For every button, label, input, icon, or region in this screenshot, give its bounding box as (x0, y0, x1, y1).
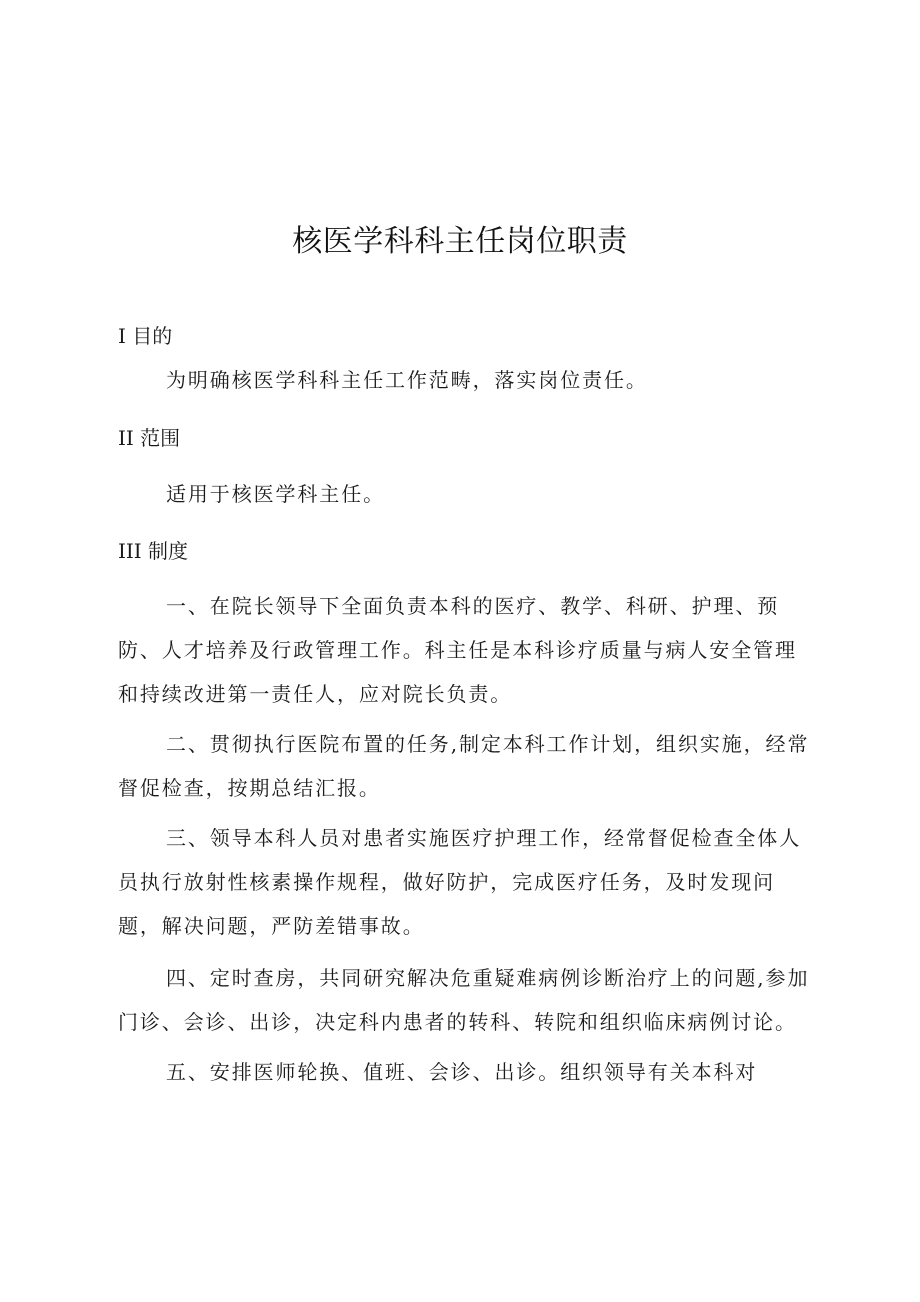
section-heading-scope: II 范围 (118, 426, 181, 450)
paragraph-rule-3: 三、领导本科人员对患者实施医疗护理工作，经常督促检查全体人员执行放射性核素操作规程，做好防护，完成医疗任务，及时发现问题，解决问题，严防差错事故。 (118, 826, 802, 938)
document-title: 核医学科科主任岗位职责 (292, 224, 628, 259)
section-heading-rules: III 制度 (118, 539, 189, 563)
paragraph-scope: 适用于核医学科主任。 (166, 482, 385, 506)
section-heading-purpose: I 目的 (118, 324, 173, 348)
paragraph-rule-4: 四、定时查房，共同研究解决危重疑难病例诊断治疗上的问题,参加门诊、会诊、出诊，决定科内患者的转科、转院和组织临床病例讨论。 (118, 966, 810, 1034)
paragraph-rule-2: 二、贯彻执行医院布置的任务,制定本科工作计划，组织实施，经常督促检查，按期总结汇报。 (118, 732, 810, 800)
paragraph-rule-1: 一、在院长领导下全面负责本科的医疗、教学、科研、护理、预防、人才培养及行政管理工作。科主任是本科诊疗质量与病人安全管理和持续改进第一责任人，应对院长负责。 (118, 594, 797, 706)
paragraph-rule-5: 五、安排医师轮换、值班、会诊、出诊。组织领导有关本科对 (166, 1060, 758, 1084)
paragraph-purpose: 为明确核医学科科主任工作范畴，落实岗位责任。 (166, 368, 648, 392)
